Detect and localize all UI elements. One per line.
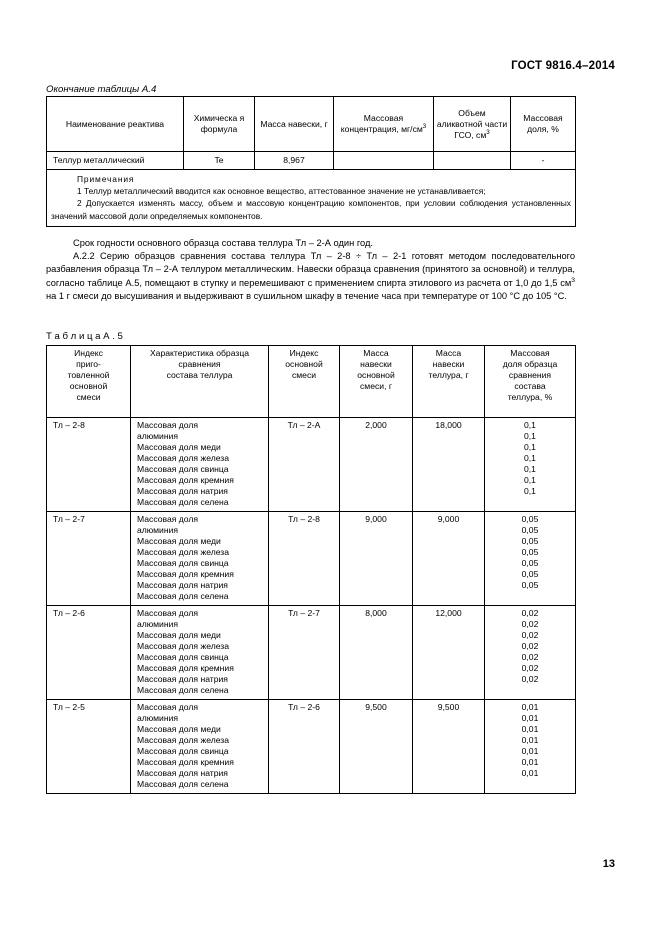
cell-mass-fraction: - [511, 152, 576, 170]
fraction-line: 0,1 [524, 431, 536, 441]
table-a5 [46, 345, 576, 794]
col-label-line: Индекс [289, 348, 319, 358]
characteristic-line: Массовая доля железа [137, 735, 230, 745]
table-a4-col-fraction [511, 97, 576, 152]
paragraph-a22-part1: А.2.2 Серию образцов сравнения состава теллура Тл – 2-8 ÷ Тл – 2-1 готовят методом последовательного разбавления образца Тл – 2-А теллуром металлическим. Навески образца сравнения (принятого за основной) и теллура, согласно таблице А.5, помещают в ступку и перемешивают с применением спирта этилового из расчета от 1,0 до 1,5 см [46, 251, 575, 288]
col-label-line: теллура, г [428, 370, 469, 380]
col-label-line: смеси [291, 370, 317, 380]
characteristic-line: Массовая доля селена [137, 591, 229, 601]
document-standard-header: ГОСТ 9816.4–2014 [511, 60, 615, 72]
note-item-2: 2 Допускается изменять массу, объем и массовую концентрацию компонентов, при условии соблюдения установленных значений массовой доли определяемых компонентов. [51, 198, 571, 221]
table-a5-col-base-index [269, 346, 340, 418]
col-label-line: Масса [435, 348, 462, 358]
superscript-3: 3 [422, 123, 427, 131]
cell-mass-tellurium: 9,500 [413, 700, 485, 794]
fraction-line: 0,02 [521, 652, 539, 662]
characteristic-line: Массовая доля кремния [137, 475, 234, 485]
table-a5-col-mass-fraction [485, 346, 576, 418]
fraction-line: 0,01 [521, 757, 539, 767]
cell-mass-tellurium: 9,000 [413, 512, 485, 606]
col-label-line: Характеристика образца [149, 348, 250, 358]
cell-mass-tellurium: 18,000 [413, 418, 485, 512]
col-label: Масса навески, г [260, 118, 328, 129]
fraction-line: 0,05 [521, 558, 539, 568]
characteristic-line: Массовая доля меди [137, 536, 221, 546]
superscript-3: 3 [486, 128, 490, 136]
cell-mass-base-mix: 9,000 [340, 512, 413, 606]
col-label-line: состава теллура [166, 370, 233, 380]
col-label-line: основной [357, 370, 395, 380]
table-a5-col-prepared-index [47, 346, 131, 418]
table-a4-caption: Окончание таблицы А.4 [46, 84, 157, 95]
col-label-line: товленной [67, 370, 110, 380]
cell-mass: 8,967 [255, 152, 334, 170]
fraction-line: 0,05 [521, 525, 539, 535]
col-label-line: Индекс [74, 348, 103, 358]
col-label-line: Масса [363, 348, 389, 358]
cell-mass-base-mix: 9,500 [340, 700, 413, 794]
table-row [47, 606, 576, 700]
table-a4-col-concentration [334, 97, 434, 152]
paragraph-a22-part2: на 1 г смеси до высушивания и выдерживают в сушильном шкафу в течение часа при температуре от 100 °С до 105 °С. [46, 290, 567, 301]
superscript-3: 3 [571, 276, 575, 284]
col-label-line: основной [285, 359, 323, 369]
table-row [47, 512, 576, 606]
fraction-line: 0,01 [521, 768, 539, 778]
col-label: Химическа я формула [193, 113, 245, 134]
characteristic-line: Массовая доля железа [137, 641, 230, 651]
col-label: Объем аликвотной части ГСО, см [436, 107, 508, 140]
cell-mass-fraction [485, 418, 576, 512]
table-row [47, 418, 576, 512]
table-a4-col-volume [434, 97, 511, 152]
paragraph-a22 [46, 250, 575, 303]
table-row [47, 152, 576, 170]
characteristic-line: Массовая доля натрия [137, 580, 228, 590]
fraction-line: 0,1 [524, 475, 536, 485]
cell-characteristics [131, 512, 269, 606]
characteristic-line: Массовая доля железа [137, 547, 230, 557]
table-a4-col-formula [184, 97, 255, 152]
col-label: Массовая концентрация, мг/см [340, 113, 423, 134]
characteristic-line: Массовая доля кремния [137, 757, 234, 767]
cell-prepared-index: Тл – 2-5 [47, 700, 131, 794]
col-label-line: теллура, % [507, 392, 553, 402]
fraction-line: 0,05 [521, 547, 539, 557]
cell-characteristics [131, 418, 269, 512]
cell-mass-base-mix: 2,000 [340, 418, 413, 512]
fraction-line: 0,1 [524, 420, 536, 430]
cell-prepared-index: Тл – 2-6 [47, 606, 131, 700]
characteristic-line: Массовая доля меди [137, 630, 221, 640]
fraction-line: 0,05 [521, 580, 539, 590]
cell-mass-base-mix: 8,000 [340, 606, 413, 700]
col-label-line: навески [432, 359, 465, 369]
fraction-line: 0,02 [521, 674, 539, 684]
fraction-line: 0,01 [521, 746, 539, 756]
cell-characteristics [131, 700, 269, 794]
fraction-line: 0,01 [521, 702, 539, 712]
characteristic-line: Массовая доля свинца [137, 746, 229, 756]
cell-prepared-index: Тл – 2-7 [47, 512, 131, 606]
table-a5-col-mass-tellurium [413, 346, 485, 418]
characteristic-line: Массовая доля меди [137, 724, 221, 734]
fraction-line: 0,02 [521, 641, 539, 651]
note-item-1: 1 Теллур металлический вводится как основное вещество, аттестованное значение не устанавливается; [77, 186, 486, 197]
table-a5-col-mass-base-mix [340, 346, 413, 418]
characteristic-line: Массовая доля натрия [137, 674, 228, 684]
characteristic-line: Массовая доля свинца [137, 652, 229, 662]
characteristic-line: алюминия [137, 431, 179, 441]
characteristic-line: Массовая доля свинца [137, 464, 229, 474]
characteristic-line: Массовая доля [137, 702, 199, 712]
col-label-line: навески [360, 359, 392, 369]
page-number: 13 [602, 858, 615, 870]
table-a5-caption: Т а б л и ц а А . 5 [46, 331, 123, 342]
fraction-line: 0,02 [521, 608, 539, 618]
characteristic-line: Массовая доля [137, 514, 199, 524]
cell-reagent-name: Теллур металлический [47, 152, 184, 170]
table-a5-header-row [47, 346, 576, 418]
cell-mass-fraction [485, 606, 576, 700]
table-a4-col-name [47, 97, 184, 152]
cell-base-index: Тл – 2-8 [269, 512, 340, 606]
characteristic-line: Массовая доля натрия [137, 486, 228, 496]
col-label-line: доля образца [502, 359, 558, 369]
table-a4-header-row [47, 97, 576, 152]
characteristic-line: Массовая доля натрия [137, 768, 228, 778]
col-label-line: сравнения [508, 370, 552, 380]
characteristic-line: Массовая доля [137, 420, 199, 430]
fraction-line: 0,01 [521, 724, 539, 734]
col-label-line: основной [69, 381, 108, 391]
table-row [47, 700, 576, 794]
fraction-line: 0,01 [521, 735, 539, 745]
characteristic-line: Массовая доля селена [137, 685, 229, 695]
cell-formula: Te [184, 152, 255, 170]
col-label-line: смеси, г [360, 381, 392, 391]
fraction-line: 0,1 [524, 486, 536, 496]
paragraph-shelf-life: Срок годности основного образца состава теллура Тл – 2-А один год. [73, 238, 374, 248]
fraction-line: 0,05 [521, 536, 539, 546]
characteristic-line: Массовая доля свинца [137, 558, 229, 568]
fraction-line: 0,05 [521, 514, 539, 524]
fraction-line: 0,02 [521, 663, 539, 673]
cell-prepared-index: Тл – 2-8 [47, 418, 131, 512]
characteristic-line: Массовая доля селена [137, 779, 229, 789]
characteristic-line: алюминия [137, 525, 179, 535]
fraction-line: 0,02 [521, 630, 539, 640]
fraction-line: 0,01 [521, 713, 539, 723]
cell-mass-tellurium: 12,000 [413, 606, 485, 700]
characteristic-line: алюминия [137, 713, 179, 723]
table-a4-col-mass [255, 97, 334, 152]
cell-characteristics [131, 606, 269, 700]
characteristic-line: Массовая доля кремния [137, 663, 234, 673]
cell-mass-fraction [485, 700, 576, 794]
table-a4-notes [47, 170, 576, 227]
characteristic-line: Массовая доля [137, 608, 199, 618]
col-label: Наименование реактива [65, 118, 165, 129]
cell-base-index: Тл – 2-6 [269, 700, 340, 794]
cell-volume [434, 152, 511, 170]
fraction-line: 0,1 [524, 442, 536, 452]
characteristic-line: Массовая доля меди [137, 442, 221, 452]
col-label-line: Массовая [510, 348, 550, 358]
body-text-block [46, 237, 575, 303]
fraction-line: 0,05 [521, 569, 539, 579]
characteristic-line: Массовая доля железа [137, 453, 230, 463]
characteristic-line: Массовая доля кремния [137, 569, 234, 579]
col-label-line: смеси [76, 392, 101, 402]
table-a5-col-characteristics [131, 346, 269, 418]
col-label-line: приго- [76, 359, 101, 369]
col-label: Массовая доля, % [523, 113, 563, 134]
cell-concentration [334, 152, 434, 170]
cell-base-index: Тл – 2-А [269, 418, 340, 512]
table-a4 [46, 96, 576, 227]
notes-title: Примечания [77, 174, 135, 184]
col-label-line: сравнения [178, 359, 221, 369]
cell-base-index: Тл – 2-7 [269, 606, 340, 700]
characteristic-line: алюминия [137, 619, 179, 629]
fraction-line: 0,1 [524, 453, 536, 463]
col-label-line: состава [514, 381, 546, 391]
cell-mass-fraction [485, 512, 576, 606]
fraction-line: 0,02 [521, 619, 539, 629]
fraction-line: 0,1 [524, 464, 536, 474]
table-a4-notes-row [47, 170, 576, 227]
characteristic-line: Массовая доля селена [137, 497, 229, 507]
